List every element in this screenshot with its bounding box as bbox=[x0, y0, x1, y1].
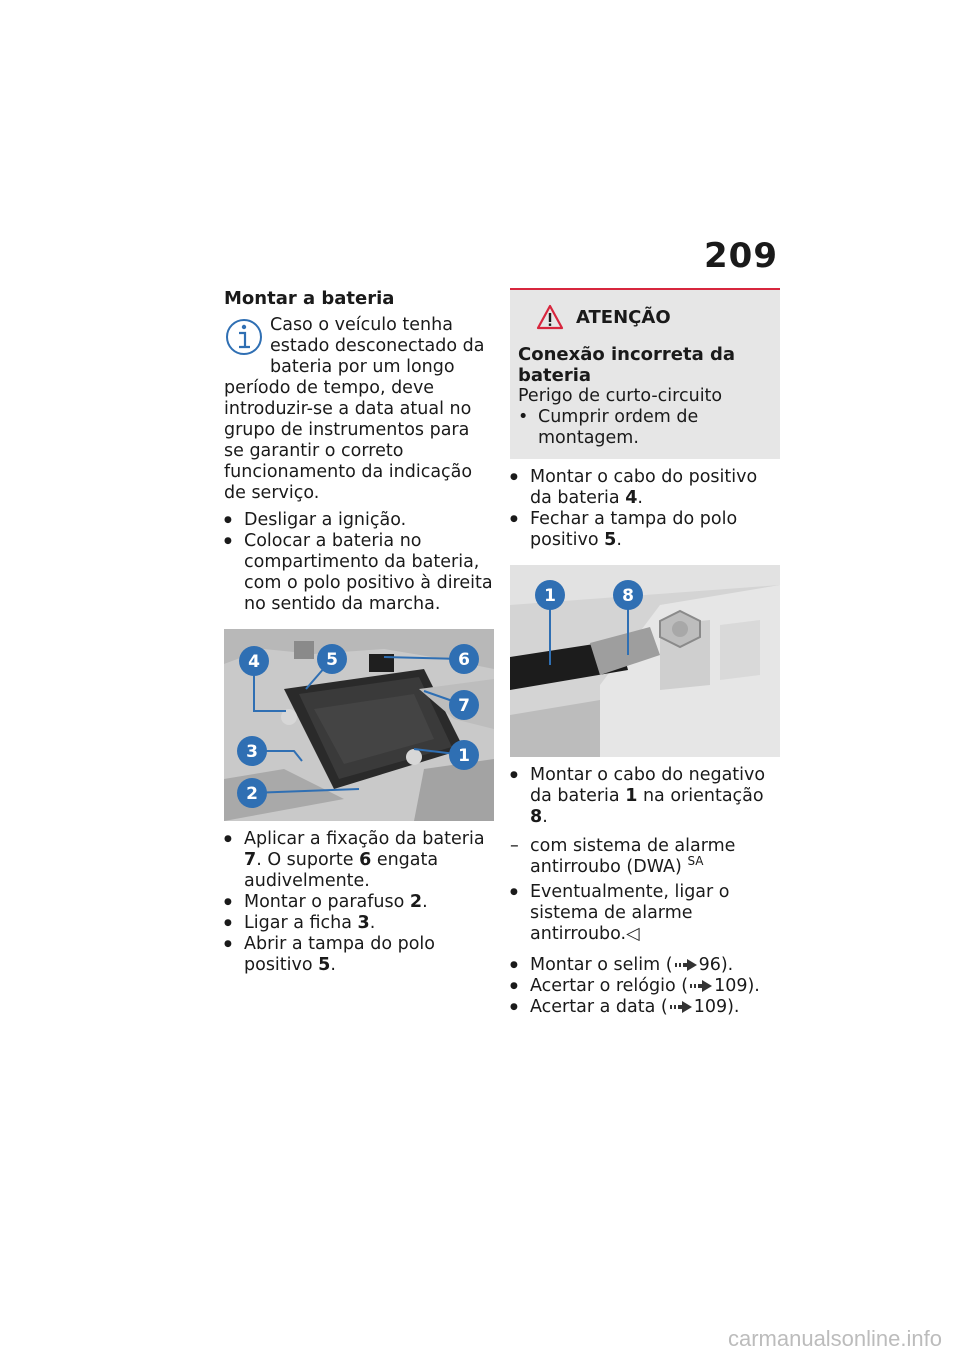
info-note bbox=[224, 315, 494, 504]
list-item: ● Acertar o relógio ( 109). bbox=[510, 976, 780, 997]
list-item: ● Montar o parafuso 2. bbox=[224, 892, 494, 913]
warning-box bbox=[510, 288, 780, 459]
page-number: 209 bbox=[704, 236, 778, 276]
callout-label: 7 bbox=[458, 696, 470, 716]
callout-label: 3 bbox=[246, 742, 258, 762]
page-ref[interactable]: 109 bbox=[693, 997, 728, 1017]
info-text: Caso o veículo tenha estado desconectado da bateria por um longo período de tempo, deve introduzir-se a data atual no grupo de instrumentos para se garantir o correto funcionamento da indicação de serviço. bbox=[224, 315, 485, 503]
warning-actions bbox=[518, 407, 772, 449]
list-item: ● Abrir a tampa do polo positivo 5. bbox=[224, 934, 494, 976]
steps-list-c bbox=[510, 467, 780, 551]
callout-label: 8 bbox=[622, 586, 634, 606]
warning-title: ATENÇÃO bbox=[576, 306, 671, 328]
callout-label: 5 bbox=[326, 650, 338, 670]
sa-tag: SA bbox=[687, 854, 704, 869]
warning-text: Perigo de curto-circuito bbox=[518, 386, 723, 406]
list-item: ● Ligar a ficha 3. bbox=[224, 913, 494, 934]
steps-list-f bbox=[510, 955, 780, 1018]
page-ref-arrow-icon bbox=[675, 959, 697, 971]
steps-list-b bbox=[224, 829, 494, 976]
list-item: ● Fechar a tampa do polo positivo 5. bbox=[510, 509, 780, 551]
list-item: ● Colocar a bateria no compartimento da bateria, com o polo positivo à direita no sentido da marcha. bbox=[224, 531, 494, 615]
watermark: carmanualsonline.info bbox=[727, 1326, 942, 1351]
page-ref-arrow-icon bbox=[670, 1001, 692, 1013]
list-item: ● Acertar a data ( 109). bbox=[510, 997, 780, 1018]
callout-label: 2 bbox=[246, 784, 258, 804]
list-item: ● Eventualmente, ligar o sistema de alarme antirroubo.◁ bbox=[510, 882, 780, 945]
left-column bbox=[224, 288, 494, 982]
steps-list-e bbox=[510, 882, 780, 945]
right-column bbox=[510, 288, 780, 1024]
list-item: • Cumprir ordem de montagem. bbox=[518, 407, 772, 449]
list-item: ● Montar o selim ( 96). bbox=[510, 955, 780, 976]
list-item: ● Desligar a ignição. bbox=[224, 510, 494, 531]
page-ref-arrow-icon bbox=[690, 980, 712, 992]
negative-cable-figure bbox=[510, 565, 780, 757]
steps-list-a bbox=[224, 510, 494, 615]
list-item: ● Montar o cabo do positivo da bateria 4. bbox=[510, 467, 780, 509]
steps-list-d bbox=[510, 765, 780, 828]
battery-figure bbox=[224, 629, 494, 821]
warning-subtitle: Conexão incorreta da bateria bbox=[518, 344, 736, 386]
warning-header bbox=[518, 304, 772, 330]
section-title: Montar a bateria bbox=[224, 288, 395, 309]
callout-label: 1 bbox=[544, 586, 556, 606]
warning-icon bbox=[536, 304, 564, 330]
conditional-item: – com sistema de alarme antirroubo (DWA) $^{SA}$ bbox=[510, 836, 736, 877]
list-item: ● Aplicar a fixação da bateria 7. O suporte 6 engata audivelmente. bbox=[224, 829, 494, 892]
callout-label: 1 bbox=[458, 746, 470, 766]
page-ref[interactable]: 96 bbox=[698, 955, 721, 975]
page-ref[interactable]: 109 bbox=[714, 976, 748, 996]
info-icon bbox=[224, 317, 264, 357]
callout-label: 6 bbox=[458, 650, 470, 670]
callout-label: 4 bbox=[248, 652, 260, 672]
list-item: ● Montar o cabo do negativo da bateria 1 na orientação 8. bbox=[510, 765, 780, 828]
